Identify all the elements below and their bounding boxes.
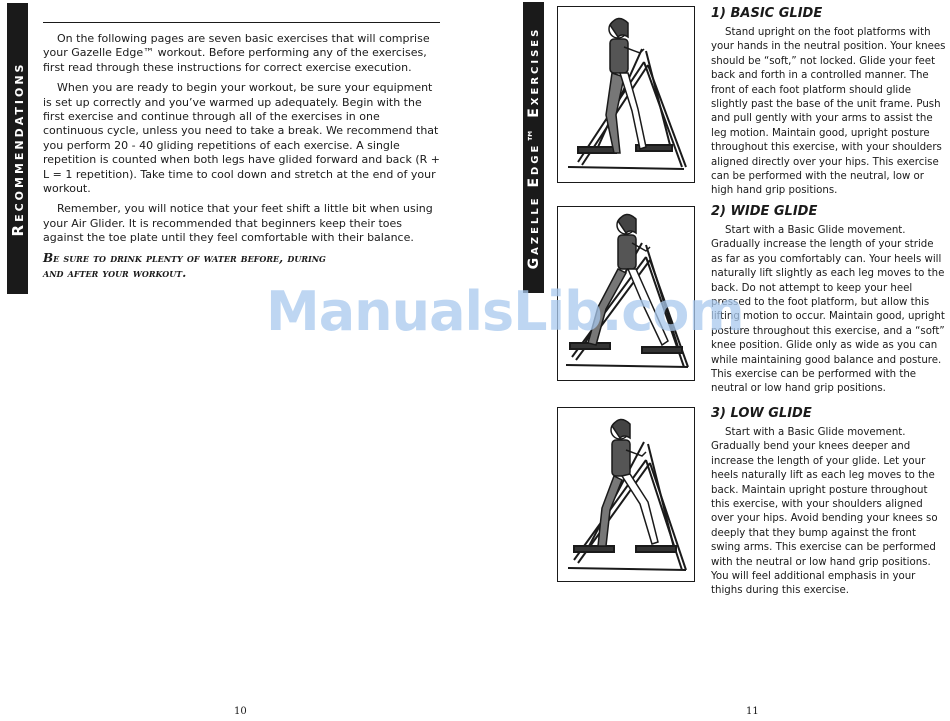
header-rule [43,22,440,23]
paragraph: On the following pages are seven basic exercises that will comprise your Gazelle Edge™ workout. Before performing any of the exercises, first read through these instructions for correct exercise execution. [43,32,430,74]
exercise-low-glide [711,406,947,599]
basic-glide-illustration [557,6,695,183]
paragraph: When you are ready to begin your workout, be sure your equipment is set up correctly and you’ve warmed up adequately. Begin with the first exercise and continue through all of the exercises in one continuous cycle, unless you need to take a break. We recommend that you perform 20 - 40 gliding repetitions of each exercise. A single repetition is counted when both legs have glided forward and back (R + L = 1 repetition). Take time to cool down and stretch at the end of your workout. [43,81,440,196]
watermark: ManualsLib.com [266,280,744,343]
paragraph: Remember, you will notice that your feet shift a little bit when using your Air Glider. It is recommended that beginners keep their toes against the toe plate until they feel comfortable with their balance. [43,202,433,245]
side-tab-label: Gazelle Edge™ Exercises [525,26,542,269]
exercise-basic-glide [711,6,947,199]
side-tab-recommendations [7,3,28,294]
exercise-title: 2) WIDE GLIDE [711,204,818,219]
exercise-description: Start with a Basic Glide movement. Gradually increase the length of your stride as far as you comfortably can. Your heels will naturally lift slightly as each leg moves to the back. Do not attempt to keep your heel pressed to the foot platform, but allow this lifting motion to occur. Maintain good, upright posture throughout this exercise, and a “soft” knee position. Glide only as wide as you can while maintaining good balance and posture. This exercise can be performed with the neutral or low hand grip positions. [711,225,945,395]
exercise-description: Start with a Basic Glide movement. Gradually bend your knees deeper and increase the length of your glide. Let your heels naturally lift as each leg moves to the back. Maintain upright posture throughout this exercise, with your shoulders aligned over your hips. Avoid bending your knees so deeply that they bump against the front swing arms. This exercise can be performed with the neutral or low hand grip positions. You will feel additional emphasis in your thighs during this exercise. [711,427,938,597]
exercise-title: 3) LOW GLIDE [711,406,812,421]
side-tab-exercises [523,2,544,293]
page-number: 10 [234,706,247,717]
hydration-note: Be sure to drink plenty of water before, during and after your workout. [43,251,326,280]
exercise-title: 1) BASIC GLIDE [711,6,823,21]
right-page [475,0,950,721]
glider-figure [558,408,694,581]
instructions-body [43,32,443,252]
side-tab-label: Recommendations [8,61,27,236]
glider-figure [558,7,694,182]
page-number: 11 [746,706,759,717]
exercise-wide-glide [711,204,947,397]
exercise-description: Stand upright on the foot platforms with your hands in the neutral position. Your knees should be “soft,” not locked. Glide your feet back and forth in a controlled manner. The front of each foot platform should glide slightly past the base of the unit frame. Push and pull gently with your arms to assist the leg motion. Maintain good, upright posture throughout this exercise, with your shoulders aligned directly over your hips. This exercise can be performed with the neutral, low or high hand grip positions. [711,27,946,197]
low-glide-illustration [557,407,695,582]
